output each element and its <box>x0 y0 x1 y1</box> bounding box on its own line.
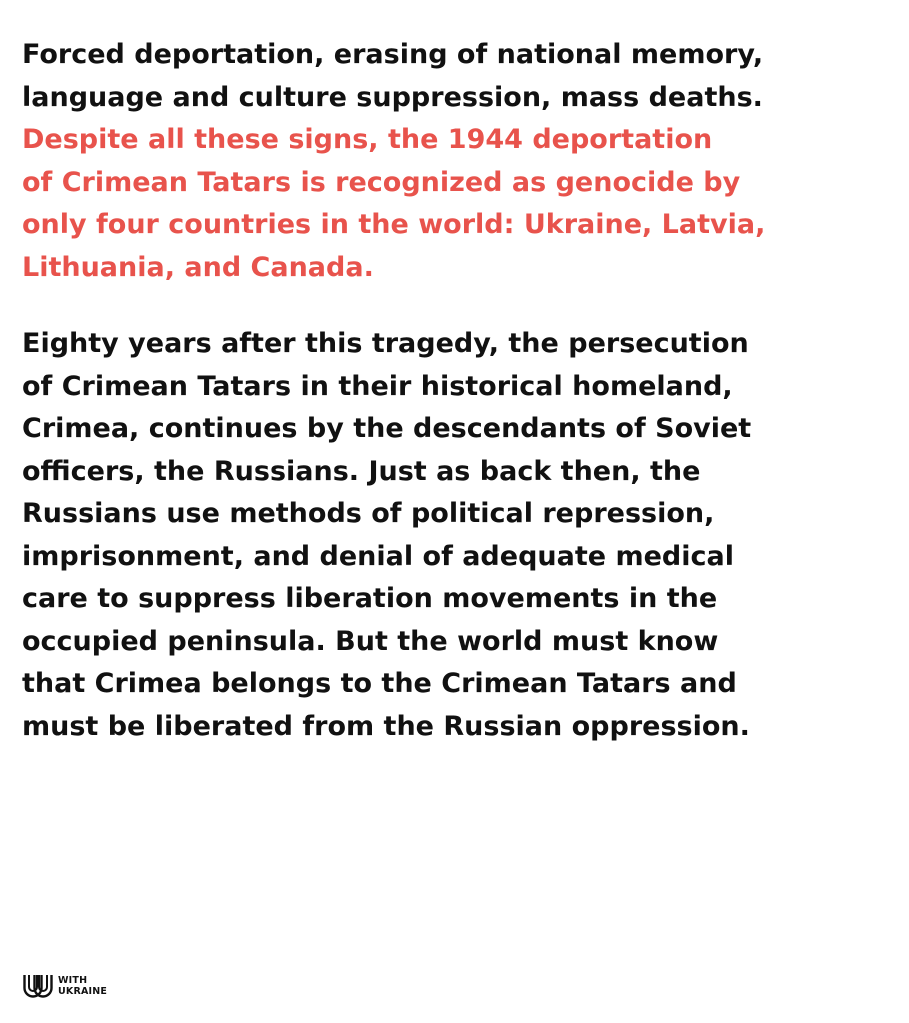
text-line: language and culture suppression, mass deaths. <box>22 81 763 113</box>
uu-logo-icon <box>22 973 54 999</box>
highlighted-text-line: Despite all these signs, the 1944 deportation <box>22 124 713 155</box>
text-line: of Crimean Tatars in their historical homeland, <box>22 370 733 402</box>
text-line: occupied peninsula. But the world must know <box>22 625 719 657</box>
with-ukraine-logo <box>22 973 107 999</box>
text-line: Russians use methods of political repression, <box>22 498 715 529</box>
text-line: that Crimea belongs to the Crimean Tatars and <box>22 668 737 699</box>
highlighted-text-line: Lithuania, and Canada. <box>22 251 374 283</box>
logo-word-ukraine: UKRAINE <box>58 986 108 997</box>
text-line: officers, the Russians. Just as back then, the <box>22 455 701 487</box>
text-line: care to suppress liberation movements in the <box>22 583 718 614</box>
text-line: imprisonment, and denial of adequate medical <box>22 540 734 572</box>
paragraph-main <box>22 323 892 748</box>
logo-word-with: WITH <box>58 975 88 986</box>
post-body <box>22 34 892 748</box>
highlighted-text-line: of Crimean Tatars is recognized as genocide by <box>22 166 741 198</box>
text-line: Forced deportation, erasing of national memory, <box>22 39 764 70</box>
paragraph-intro <box>22 34 892 289</box>
highlighted-text-line: only four countries in the world: Ukraine, Latvia, <box>22 209 766 240</box>
text-line: Eighty years after this tragedy, the persecution <box>22 328 749 359</box>
text-line: must be liberated from the Russian oppression. <box>22 710 750 742</box>
text-line: Crimea, continues by the descendants of Soviet <box>22 413 752 444</box>
logo-wordmark <box>58 975 107 997</box>
